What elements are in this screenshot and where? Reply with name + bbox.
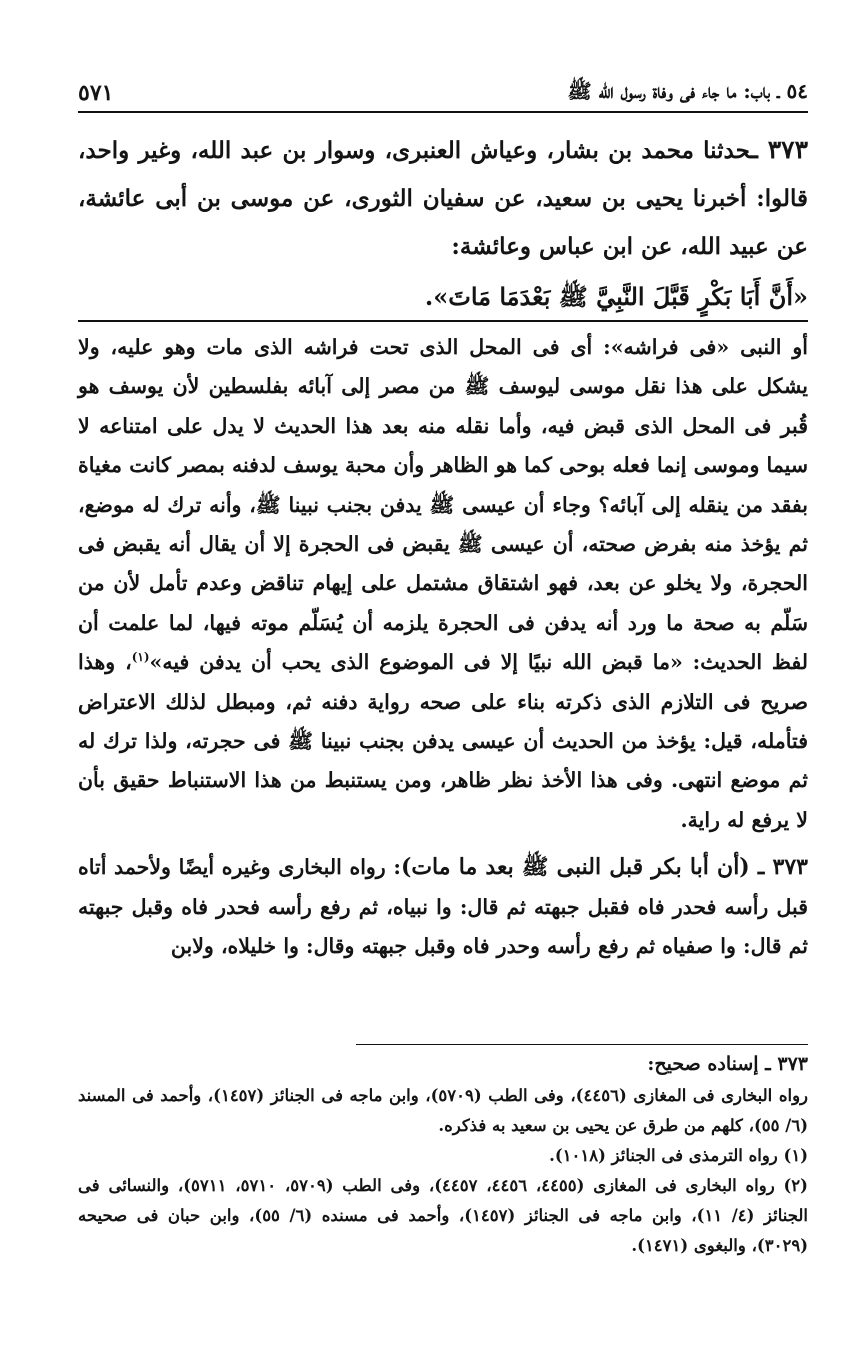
chapter-title: ٥٤ ـ باب: ما جاء فى وفاة رسول الله ﷺ: [567, 78, 808, 103]
commentary-paragraph-1: [78, 328, 808, 840]
footnote-2: (٢) رواه البخارى فى المغازى (٤٤٥٥، ٤٤٥٦، ٤٤٥٧)، وفى الطب (٥٧٠٩، ٥٧١٠، ٥٧١١)، والنسائى فى الجنائز (٤/ ١١)، وابن ماجه فى الجنائز (١٤٥٧)، وأحمد فى مسنده (٦/ ٥٥)، وابن حبان فى صحيحه (٣٠٢٩)، والبغوى (١٤٧١).: [78, 1176, 808, 1255]
book-page: [78, 0, 808, 1359]
commentary-heading-2: ٣٧٣ ـ (أن أبا بكر قبل النبى ﷺ بعد ما مات): [400, 854, 808, 881]
hadith-isnad: حدثنا محمد بن بشار، وعياش العنبرى، وسوار بن عبد الله، وغير واحد، قالوا: أخبرنا يحيى بن سعيد، عن سفيان الثورى، عن موسى بن أبى عائشة، عن عبيد الله، عن ابن عباس وعائشة:: [78, 137, 808, 260]
commentary-text: [78, 328, 808, 967]
footnote-takhrij: رواه البخارى فى المغازى (٤٤٥٦)، وفى الطب (٥٧٠٩)، وابن ماجه فى الجنائز (١٤٥٧)، وأحمد فى المسند (٦/ ٥٥)، كلهم من طرق عن يحيى بن سعيد به فذكره.: [78, 1086, 808, 1135]
footnote-1: (١) رواه الترمذى فى الجنائز (١٠١٨).: [549, 1146, 808, 1165]
hadith-number: ٣٧٣ ـ: [750, 135, 809, 164]
commentary-divider: [78, 320, 808, 322]
footnotes: [78, 1049, 808, 1261]
page-header: [78, 78, 808, 108]
commentary-paragraph-2: [78, 848, 808, 966]
hadith-text: [78, 126, 808, 321]
commentary-body-1-rest: ، وهذا صريح فى التلازم الذى ذكرته بناء على صحه رواية دفنه ثم، ومبطل لذلك الاعتراض فتأمله، قيل: يؤخذ من الحديث أن عيسى يدفن بجنب نبينا ﷺ فى حجرته، ولذا ترك له ثم موضع انتهى. وفى هذا الأخذ نظر ظاهر، ومن يستنبط من هذا الاستنباط حقيق بأن لا يرفع له راية.: [78, 650, 808, 832]
header-divider: [78, 111, 808, 113]
footnote-ref-1: (١): [131, 650, 150, 665]
footnote-title: ٣٧٣ ـ إسناده صحيح:: [647, 1053, 808, 1075]
commentary-body-1: أو النبى «فى فراشه»: أى فى المحل الذى تحت فراشه الذى مات وهو عليه، ولا يشكل على هذا نقل موسى ليوسف ﷺ من مصر إلى آبائه بفلسطين لأن يوسف هو قُبر فى المحل الذى قبض فيه، وأما نقله منه بعد هذا الحديث لا يدل على امتناعه لا سيما وموسى إنما فعله بوحى كما هو الظاهر وأن محبة يوسف لدفنه بمصر كانت مغياة بفقد من ينقله إلى آبائه؟ وجاء أن عيسى ﷺ يدفن بجنب نبينا ﷺ، وأنه ترك له موضع، ثم يؤخذ منه بفرض صحته، أن عيسى ﷺ يقبض فى الحجرة إلا أن يقال أنه يقبض فى الحجرة، ولا يخلو عن بعد، فهو اشتقاق مشتمل على إيهام تناقض وعدم تأمل لأن من سَلّم به صحة ما ورد أنه يدفن فى الحجرة يلزمه أن يُسَلّم موته فيها، لما علمت أن لفظ الحديث: «ما قبض الله نبيًا إلا فى الموضوع الذى يحب أن يدفن فيه»: [78, 335, 809, 675]
commentary-body-2: : رواه البخارى وغيره أيضًا ولأحمد أتاه قبل رأسه فحدر فاه فقبل جبهته ثم قال: وا نبياه، ثم رفع رأسه فحدر فاه وقبل جبهته ثم قال: وا صفياه ثم رفع رأسه وحدر فاه وقبل جبهته وقال: وا خليلاه، ولابن: [78, 855, 808, 959]
page-number: ٥٧١: [78, 80, 114, 106]
hadith-matn: «أَنَّ أَبَا بَكْرٍ قَبَّلَ النَّبِيَّ ﷺ بَعْدَمَا مَاتَ».: [424, 282, 808, 311]
footnote-divider: [356, 1044, 808, 1045]
hadith-isnad-paragraph: [78, 126, 808, 271]
